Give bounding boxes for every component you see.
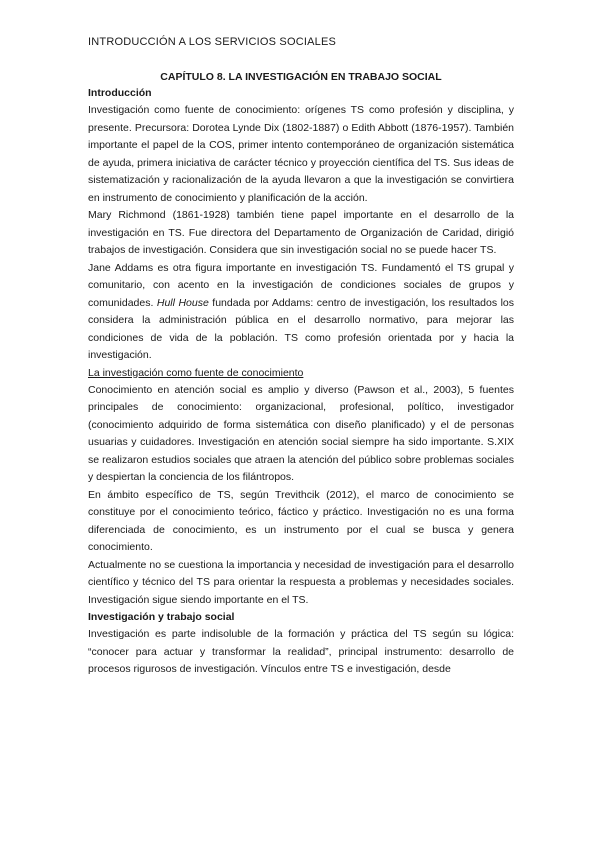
italic-term-hull-house: Hull House — [156, 296, 209, 309]
running-header: INTRODUCCIÓN A LOS SERVICIOS SOCIALES — [88, 36, 337, 48]
paragraph: Actualmente no se cuestiona la importancia y necesidad de investigación para el desarrollo científico y técnico del TS para orientar la respuesta a problemas y necesidades sociales. Investigación sigue siendo importante en el TS. — [88, 558, 514, 606]
chapter-title: CAPÍTULO 8. LA INVESTIGACIÓN EN TRABAJO SOCIAL — [160, 71, 442, 83]
text-run: Jane Addams es otra figura importante en investigación TS. Fundamentó el TS grupal y comunitario, con acento en la investigación de condiciones sociales de grupos y comunidades. — [88, 261, 514, 309]
section-heading-conocimiento: La investigación como fuente de conocimiento — [88, 366, 304, 379]
section-heading-introduccion: Introducción — [88, 87, 152, 99]
page-content — [88, 70, 514, 679]
text-run: fundada por Addams: centro de investigación, los resultados los considera la administración pública en el desarrollo normativo, para mejorar las condiciones de vida de la población. TS como profesión orientada por y hacia la investigación. — [88, 296, 515, 361]
paragraph: Investigación como fuente de conocimiento: orígenes TS como profesión y disciplina, y presente. Precursora: Dorotea Lynde Dix (1802-1887) o Edith Abbott (1876-1957). También importante el papel de la COS, primer intento contemporáneo de organización sistemática de ayuda, primera iniciativa de carácter técnico y proyección científica del TS. Sus ideas de sistematización y racionalización de la ayuda llevaron a que la investigación se convirtiera en instrumento de conocimiento y planificación de la acción. — [88, 104, 514, 204]
paragraph: Investigación es parte indisoluble de la formación y práctica del TS según su lógica: “conocer para actuar y transformar la realidad”, principal instrumento: desarrollo de procesos rigurosos de investigación. Vínculos entre TS e investigación, desde — [88, 628, 514, 675]
paragraph: Conocimiento en atención social es amplio y diverso (Pawson et al., 2003), 5 fuentes principales de conocimiento: organizacional, profesional, político, investigador (conocimiento adquirido de forma sistemática con diseño planificado) y el de personas usuarias y cuidadores. Investigación en atención social siempre ha sido importante. S.XIX se realizaron estudios sociales que atraen la atención del público sobre problemas sociales y despiertan la conciencia de los filántropos. — [88, 383, 514, 483]
paragraph — [88, 260, 514, 365]
section-heading-investigacion-ts: Investigación y trabajo social — [88, 611, 235, 623]
paragraph: En ámbito específico de TS, según Trevithcik (2012), el marco de conocimiento se constituye por el conocimiento teórico, fáctico y práctico. Investigación no es una forma diferenciada de conocimiento, es un instrumento por el cual se busca y genera conocimiento. — [88, 488, 514, 553]
paragraph: Mary Richmond (1861-1928) también tiene papel importante en el desarrollo de la investigación en TS. Fue directora del Departamento de Organización de Caridad, dirigió trabajos de investigación. Considera que sin investigación social no se puede hacer TS. — [88, 209, 514, 256]
